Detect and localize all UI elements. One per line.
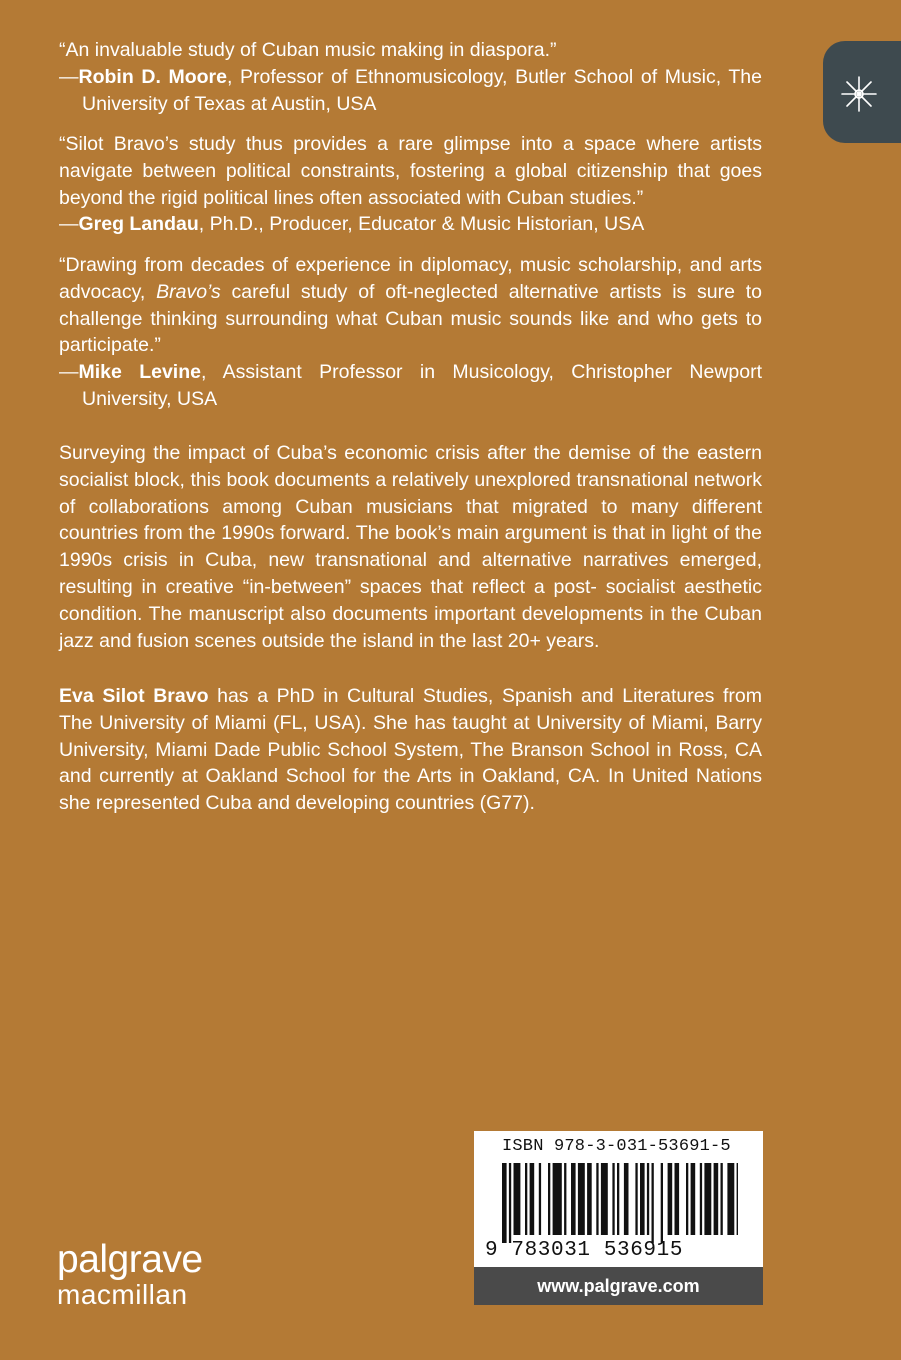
isbn-label: ISBN 978-3-031-53691-5: [502, 1137, 731, 1156]
barcode-bar: [571, 1163, 576, 1235]
isbn-barcode: [474, 1131, 763, 1305]
barcode-bar: [721, 1163, 723, 1235]
barcode-bar: [704, 1163, 711, 1235]
quote-3-text-start: “Drawing from decades of experience in diplomacy, music scholarship, and arts advocacy,: [59, 254, 762, 303]
quote-3-attribution: [59, 359, 762, 413]
barcode-bar: [578, 1163, 585, 1235]
barcode-bar: [640, 1163, 645, 1235]
quote-2-text: “Silot Bravo’s study thus provides a rare glimpse into a space where artists navigate between political constraints, fostering a global citizenship that goes beyond the rigid political lines often associated with Cuban studies.”: [59, 133, 762, 209]
barcode-bar: [587, 1163, 592, 1235]
barcode-bar: [564, 1163, 566, 1235]
barcode-bar: [624, 1163, 629, 1235]
author-bio-body: has a PhD in Cultural Studies, Spanish and Literatures from The University of Miami (FL, USA). She has taught at University of Miami, Barry University, Miami Dade Public School System, The Branson School in Ross, CA and currently at Oakland School for the Arts in Oakland, CA. In United Nations she represented Cuba and developing countries (G77).: [59, 685, 762, 815]
author-name: Eva Silot Bravo: [59, 685, 209, 707]
attribution-dash: —: [59, 213, 79, 236]
quote-1-author: Robin D. Moore: [78, 65, 227, 88]
attribution-dash: —: [59, 65, 79, 88]
barcode-bar: [675, 1163, 680, 1235]
barcode-bar: [548, 1163, 550, 1235]
barcode-bar: [617, 1163, 619, 1235]
author-bio: [59, 683, 762, 817]
barcode-bar: [700, 1163, 702, 1235]
quote-1-text: “An invaluable study of Cuban music making in diaspora.”: [59, 39, 557, 61]
barcode-bar: [668, 1163, 673, 1235]
barcode-bar: [502, 1163, 507, 1243]
author-bio-text: [59, 683, 762, 817]
publisher-corner-tab: [823, 41, 901, 143]
publisher-logo-line2: macmillan: [57, 1279, 188, 1310]
quote-3-text: [59, 252, 762, 359]
barcode-bar: [509, 1163, 511, 1243]
barcode-bar: [553, 1163, 562, 1235]
palgrave-star-icon: [840, 75, 878, 113]
attribution-dash: —: [59, 361, 79, 384]
barcode-bar: [652, 1163, 654, 1243]
barcode-bar: [714, 1163, 719, 1235]
quote-2-attribution: [59, 211, 762, 238]
barcode-bar: [686, 1163, 688, 1235]
quote-2: [59, 131, 762, 238]
barcode-bars: [502, 1163, 738, 1243]
quote-1-affiliation: , Professor of Ethnomusicology, Butler School of Music, The University of Texas at Austin, USA: [82, 65, 762, 115]
quote-1-attribution: [59, 64, 762, 118]
quote-3-affiliation: , Assistant Professor in Musicology, Christopher Newport University, USA: [82, 361, 762, 410]
quote-1: [59, 37, 762, 117]
barcode-bar: [539, 1163, 541, 1235]
barcode-bar: [737, 1163, 738, 1235]
barcode-bar: [691, 1163, 696, 1235]
barcode-bar: [612, 1163, 614, 1235]
publisher-logo: [57, 1240, 203, 1310]
quote-3-text-end: careful study of oft-neglected alternative artists is sure to challenge thinking surrounding what Cuban music sounds like and who gets to participate.”: [59, 280, 762, 357]
publisher-logo-line1: palgrave: [57, 1238, 203, 1281]
barcode-bar: [647, 1163, 649, 1235]
barcode-bar: [525, 1163, 527, 1235]
barcode-bar: [530, 1163, 535, 1235]
quote-3-text-italic: Bravo’s: [156, 280, 221, 303]
publisher-website[interactable]: www.palgrave.com: [474, 1267, 763, 1305]
book-description: [59, 440, 762, 654]
quote-3-author: Mike Levine: [78, 361, 201, 384]
barcode-bar: [514, 1163, 521, 1235]
quote-2-affiliation: , Ph.D., Producer, Educator & Music Historian, USA: [198, 213, 645, 236]
barcode-bar: [661, 1163, 663, 1243]
barcode-bar: [596, 1163, 598, 1235]
barcode-digits: 9 783031 536915: [485, 1239, 684, 1262]
barcode-bar: [727, 1163, 734, 1235]
barcode-bar: [601, 1163, 608, 1235]
quote-3: [59, 252, 762, 413]
quote-2-author: Greg Landau: [78, 213, 199, 236]
barcode-bar: [635, 1163, 637, 1235]
book-description-text: Surveying the impact of Cuba’s economic crisis after the demise of the eastern socialist block, this book documents a relatively unexplored transnational network of collaborations among Cuban musicians that migrated to many different countries from the 1990s forward. The book’s main argument is that in light of the 1990s crisis in Cuba, new transnational and alternative narratives emerged, resulting in creative “in-between” spaces that reflect a post- socialist aesthetic condition. The manuscript also documents important developments in the Cuban jazz and fusion scenes outside the island in the last 20+ years.: [59, 442, 762, 652]
